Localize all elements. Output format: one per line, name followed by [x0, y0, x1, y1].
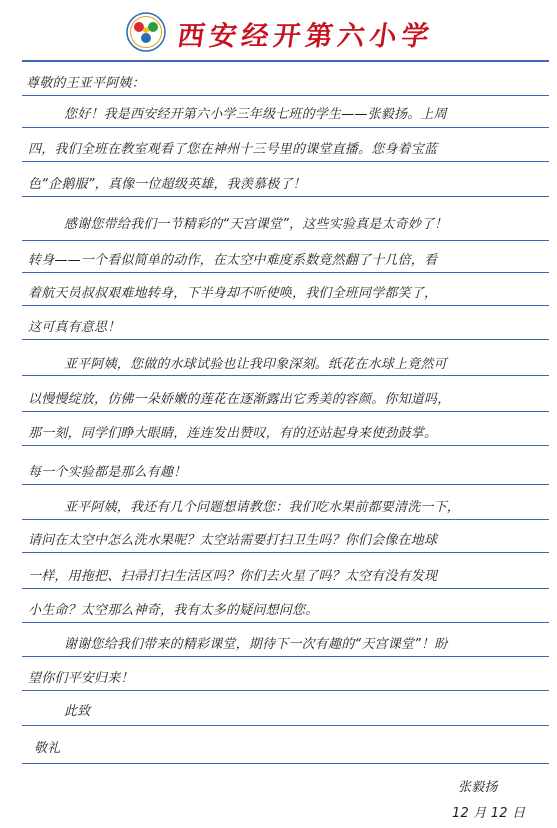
closing-line: 敬礼: [34, 741, 61, 756]
rule-line: [22, 763, 549, 764]
rule-line: [22, 196, 549, 197]
rule-line: [22, 656, 549, 657]
letter-line: 色“企鹅服”，真像一位超级英雄，我羡慕极了！: [28, 177, 306, 192]
rule-line: [22, 552, 549, 553]
letter-line: 小生命？太空那么神奇，我有太多的疑问想问您。: [28, 603, 319, 618]
letter-line: 一样，用拖把、扫帚打扫生活区吗？你们去火星了吗？太空有没有发现: [28, 569, 438, 584]
letter-line: 以慢慢绽放，仿佛一朵娇嫩的莲花在逐渐露出它秀美的容颜。你知道吗，: [28, 392, 451, 407]
rule-line: [22, 127, 549, 128]
letter-line: 感谢您带给我们一节精彩的“天宫课堂”，这些实验真是太奇妙了！: [64, 217, 448, 232]
letter-line: 这可真有意思！: [28, 320, 121, 335]
letter-line: 每一个实验都是那么有趣！: [28, 465, 187, 480]
rule-line: [22, 445, 549, 446]
school-name: 西安经开第六小学: [175, 21, 436, 52]
letter-line: 请问在太空中怎么洗水果呢？太空站需要打扫卫生吗？你们会像在地球: [28, 533, 438, 548]
letter-date: 12 月 12 日: [452, 806, 526, 821]
letter-line: 亚平阿姨，我还有几个问题想请教您：我们吃水果前都要清洗一下，: [64, 500, 461, 515]
rule-line: [22, 375, 549, 376]
rule-line: [22, 339, 549, 340]
letter-line: 望你们平安归来！: [28, 671, 134, 686]
rule-line: [22, 272, 549, 273]
letter-line: 那一刻，同学们睁大眼睛，连连发出赞叹，有的还站起身来使劲鼓掌。: [28, 426, 438, 441]
rule-line: [22, 240, 549, 241]
rule-line: [22, 519, 549, 520]
rule-line: [22, 622, 549, 623]
letter-line: 转身——一个看似简单的动作，在太空中难度系数竟然翻了十几倍，看: [28, 253, 438, 268]
closing-line: 此致: [64, 704, 91, 719]
signature: 张毅扬: [458, 780, 498, 795]
rule-line: [22, 60, 549, 62]
letter-line: 亚平阿姨，您做的水球试验也让我印象深刻。纸花在水球上竟然可: [64, 357, 447, 372]
rule-line: [22, 305, 549, 306]
rule-line: [22, 725, 549, 726]
rule-line: [22, 161, 549, 162]
rule-line: [22, 588, 549, 589]
rule-line: [22, 690, 549, 691]
rule-line: [22, 95, 549, 96]
rule-line: [22, 411, 549, 412]
letterhead: [0, 0, 557, 56]
letter-line: 着航天员叔叔艰难地转身，下半身却不听使唤，我们全班同学都笑了，: [28, 286, 438, 301]
letter-line: 四，我们全班在教室观看了您在神州十三号里的课堂直播。您身着宝蓝: [28, 142, 438, 157]
letter-line: 谢谢您给我们带来的精彩课堂，期待下一次有趣的“天宫课堂”！盼: [64, 637, 448, 652]
school-logo-icon: [126, 12, 166, 52]
salutation: 尊敬的王亚平阿姨：: [26, 76, 145, 91]
rule-line: [22, 484, 549, 485]
letter-line: 您好！我是西安经开第六小学三年级七班的学生——张毅扬。上周: [64, 107, 447, 122]
